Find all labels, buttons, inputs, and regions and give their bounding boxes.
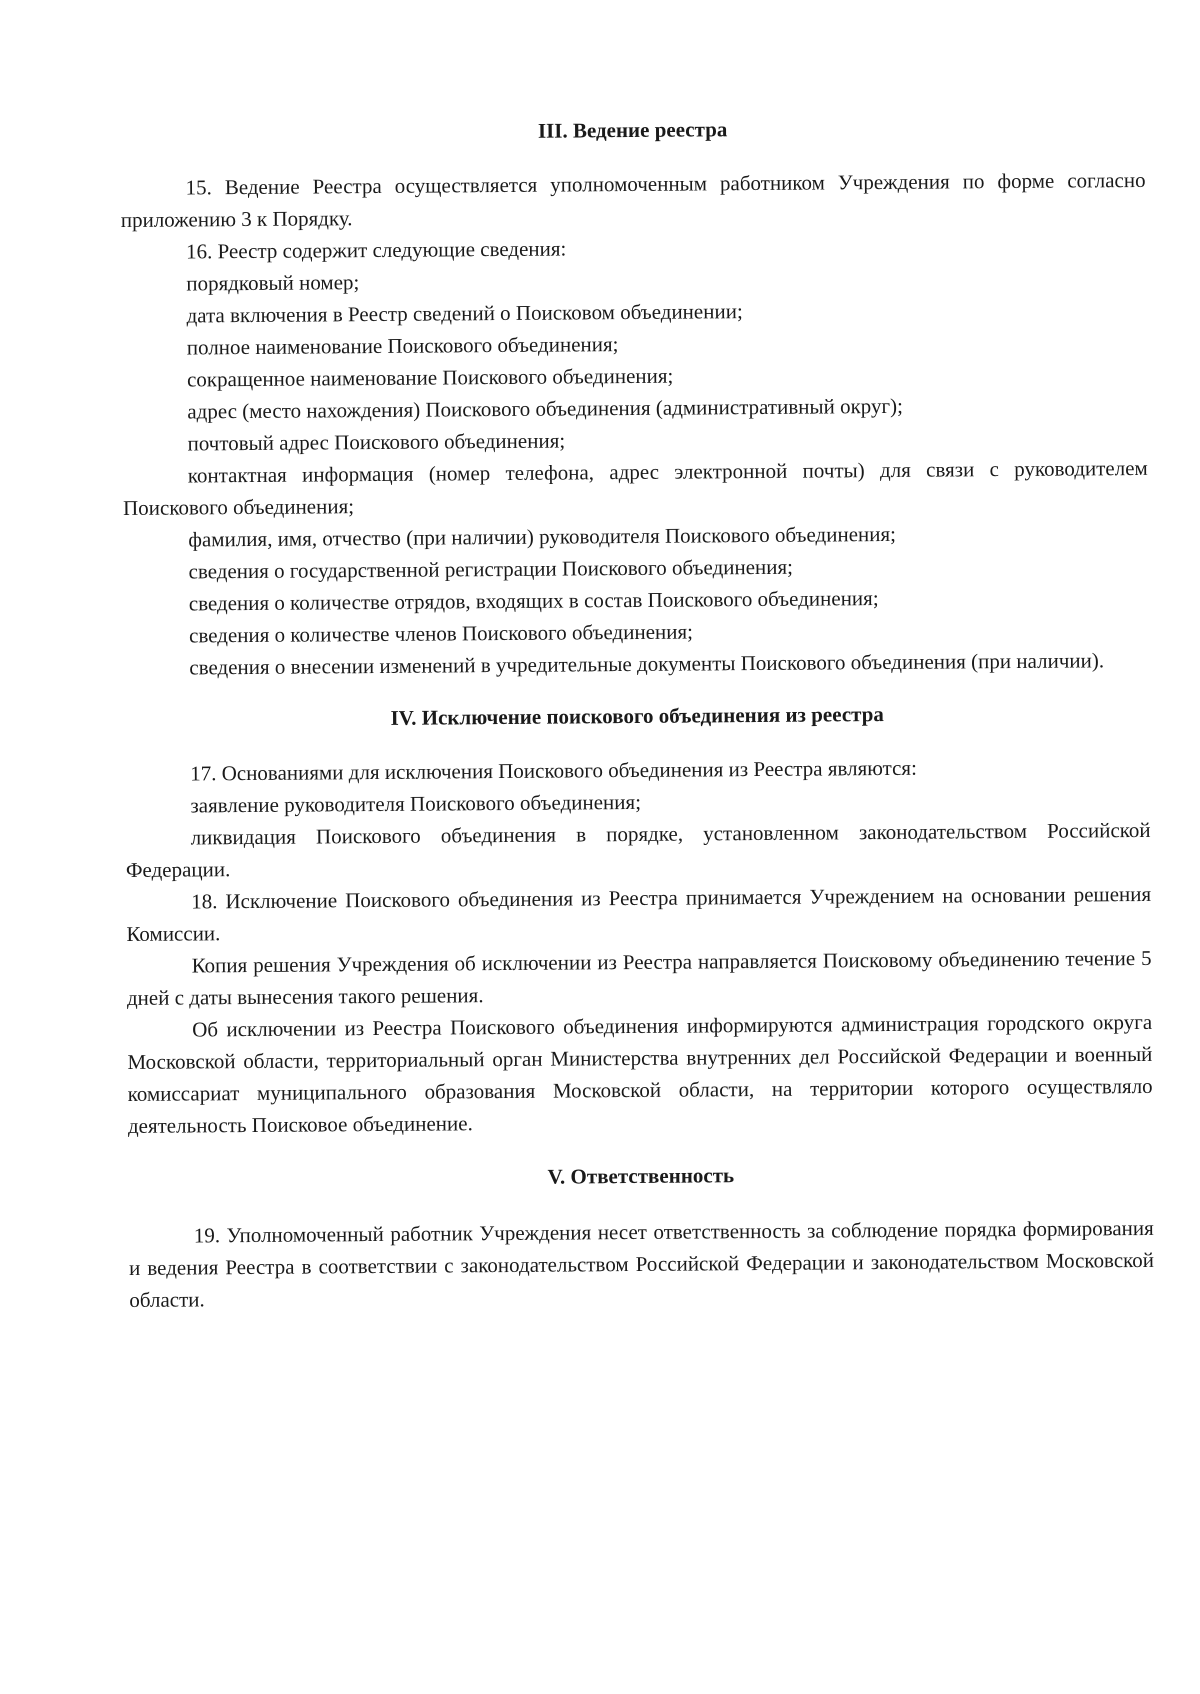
list-item: сведения о государственной регистрации Поискового объединения; bbox=[188, 554, 794, 584]
paragraph-18: 18. Исключение Поискового объединения из Реестра принимается Учреждением на основании решения Комиссии. bbox=[126, 881, 1152, 946]
list-item: дата включения в Реестр сведений о Поисковом объединении; bbox=[186, 299, 743, 328]
list-item: адрес (место нахождения) Поискового объединения (административный округ); bbox=[187, 393, 904, 424]
section-3-title: III. Ведение реестра bbox=[537, 117, 728, 143]
section-5-title: V. Ответственность bbox=[547, 1163, 735, 1189]
paragraph-19: 19. Уполномоченный работник Учреждения несет ответственность за соблюдение порядка формирования и ведения Реестра в соответствии с законодательством Российской Федерации и законодательством Московской области. bbox=[128, 1215, 1155, 1312]
section-4-title: IV. Исключение поискового объединения из реестра bbox=[390, 702, 884, 730]
paragraph-inform: Об исключении из Реестра Поискового объединения информируются администрация городского округа Московской области, территориальный орган Министерства внутренних дел Российской Федерации и военный комиссариат муниципального образования Московской области, на территории которого осуществляло деятельность Поисковое объединение. bbox=[127, 1009, 1153, 1138]
paragraph-17: 17. Основаниями для исключения Поискового объединения из Реестра являются: bbox=[190, 755, 917, 786]
list-item: сведения о количестве отрядов, входящих в состав Поискового объединения; bbox=[188, 586, 879, 616]
list-item-contact: контактная информация (номер телефона, адрес электронной почты) для связи с руководителем Поискового объединения; bbox=[122, 455, 1148, 520]
list-item: почтовый адрес Поискового объединения; bbox=[187, 428, 566, 456]
list-item: полное наименование Поискового объединения; bbox=[186, 332, 619, 360]
list-item: сведения о количестве членов Поискового объединения; bbox=[188, 619, 694, 648]
list-item: порядковый номер; bbox=[186, 270, 360, 296]
paragraph-15: 15. Ведение Реестра осуществляется уполномоченным работником Учреждения по форме согласно приложению 3 к Порядку. bbox=[120, 167, 1146, 232]
list-item-liquidation: ликвидация Поискового объединения в порядке, установленном законодательством Российской Федерации. bbox=[125, 817, 1151, 882]
document-body bbox=[120, 110, 1154, 1316]
list-item-changes: сведения о внесении изменений в учредительные документы Поискового объединения (при наличии). bbox=[189, 648, 1105, 680]
list-item: сокращенное наименование Поискового объединения; bbox=[186, 363, 674, 392]
list-item: фамилия, имя, отчество (при наличии) руководителя Поискового объединения; bbox=[188, 521, 897, 552]
paragraph-copy: Копия решения Учреждения об исключении из Реестра направляется Поисковому объединению течение 5 дней с даты вынесения такого решения. bbox=[126, 945, 1152, 1010]
list-item: заявление руководителя Поискового объединения; bbox=[190, 789, 642, 818]
paragraph-16: 16. Реестр содержит следующие сведения: bbox=[185, 236, 567, 264]
